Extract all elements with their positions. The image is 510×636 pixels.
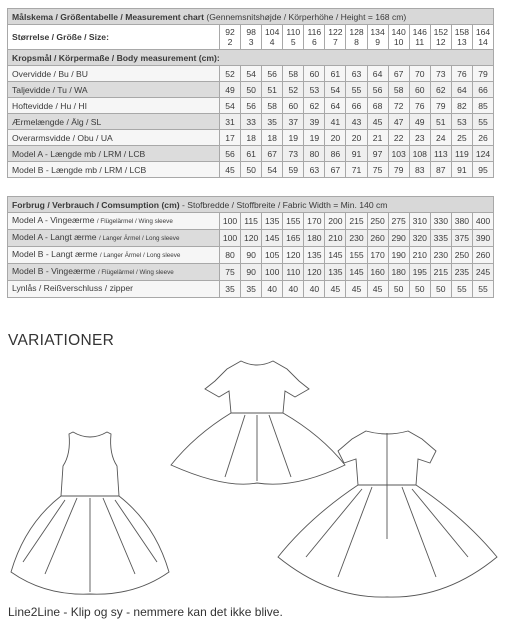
measurement-cell: 60 <box>409 82 430 98</box>
consumption-cell: 250 <box>451 247 472 264</box>
consumption-cell: 100 <box>262 264 283 281</box>
size-cell: 116 6 <box>304 25 325 50</box>
consumption-cell: 55 <box>472 281 493 298</box>
measurement-cell: 59 <box>283 162 304 178</box>
measurement-cell: 58 <box>262 98 283 114</box>
measurement-cell: 56 <box>220 146 241 162</box>
consumption-cell: 390 <box>472 230 493 247</box>
measurement-cell: 39 <box>304 114 325 130</box>
consumption-cell: 40 <box>304 281 325 298</box>
row-label: Taljevidde / Tu / WA <box>8 82 220 98</box>
footer-text: Line2Line - Klip og sy - nemmere kan det ikke blive. <box>8 605 283 619</box>
measurement-cell: 72 <box>388 98 409 114</box>
consumption-cell: 235 <box>451 264 472 281</box>
size-cell: 98 3 <box>241 25 262 50</box>
consumption-cell: 105 <box>262 247 283 264</box>
measurement-cell: 80 <box>304 146 325 162</box>
consumption-cell: 90 <box>241 247 262 264</box>
consumption-cell: 35 <box>220 281 241 298</box>
measurement-cell: 54 <box>241 66 262 82</box>
row-label: Ærmelængde / Älg / SL <box>8 114 220 130</box>
consumption-cell: 45 <box>367 281 388 298</box>
measurement-cell: 87 <box>430 162 451 178</box>
measurement-cell: 67 <box>325 162 346 178</box>
measurement-cell: 43 <box>346 114 367 130</box>
consumption-cell: 45 <box>325 281 346 298</box>
measurement-cell: 68 <box>367 98 388 114</box>
row-label: Lynlås / Reißverschluss / zipper <box>8 281 220 298</box>
measurement-cell: 18 <box>241 130 262 146</box>
measurement-cell: 67 <box>388 66 409 82</box>
measurement-cell: 20 <box>346 130 367 146</box>
size-cell: 164 14 <box>472 25 493 50</box>
row-label: Model A - Længde mb / LRM / LCB <box>8 146 220 162</box>
measurement-table-title: Målskema / Größentabelle / Measurement chart (Gennemsnitshøjde / Körperhöhe / Height = 168 cm) <box>8 9 494 25</box>
measurement-cell: 76 <box>409 98 430 114</box>
consumption-cell: 35 <box>241 281 262 298</box>
consumption-cell: 100 <box>220 213 241 230</box>
consumption-cell: 145 <box>325 247 346 264</box>
consumption-cell: 40 <box>262 281 283 298</box>
measurement-cell: 54 <box>325 82 346 98</box>
consumption-cell: 135 <box>325 264 346 281</box>
consumption-table <box>7 196 494 298</box>
measurement-cell: 97 <box>367 146 388 162</box>
consumption-cell: 120 <box>283 247 304 264</box>
consumption-cell: 160 <box>367 264 388 281</box>
size-row <box>8 25 494 50</box>
measurement-cell: 62 <box>430 82 451 98</box>
row-label: Model B - Langt ærme / Langer Ärmel / Long sleeve <box>8 247 220 264</box>
row-label: Overvidde / Bu / BU <box>8 66 220 82</box>
measurement-cell: 91 <box>451 162 472 178</box>
consumption-cell: 50 <box>430 281 451 298</box>
measurement-cell: 26 <box>472 130 493 146</box>
measurement-cell: 64 <box>325 98 346 114</box>
consumption-cell: 50 <box>409 281 430 298</box>
consumption-cell: 180 <box>388 264 409 281</box>
size-cell: 122 7 <box>325 25 346 50</box>
measurement-cell: 103 <box>388 146 409 162</box>
measurement-cell: 73 <box>430 66 451 82</box>
measurement-cell: 79 <box>388 162 409 178</box>
row-label: Overarmsvidde / Obu / UA <box>8 130 220 146</box>
size-cell: 92 2 <box>220 25 241 50</box>
consumption-cell: 155 <box>346 247 367 264</box>
measurement-cell: 70 <box>409 66 430 82</box>
measurement-cell: 54 <box>220 98 241 114</box>
row-label: Hoftevidde / Hu / HI <box>8 98 220 114</box>
consumption-cell: 145 <box>346 264 367 281</box>
size-cell: 104 4 <box>262 25 283 50</box>
measurement-cell: 60 <box>304 66 325 82</box>
row-label: Model A - Vingeærme / Flügelärmel / Wing sleeve <box>8 213 220 230</box>
measurement-cell: 66 <box>472 82 493 98</box>
consumption-cell: 210 <box>325 230 346 247</box>
measurement-cell: 23 <box>409 130 430 146</box>
measurement-cell: 49 <box>409 114 430 130</box>
measurement-cell: 19 <box>304 130 325 146</box>
measurement-row <box>8 82 494 98</box>
measurement-cell: 17 <box>220 130 241 146</box>
measurement-cell: 45 <box>220 162 241 178</box>
consumption-cell: 115 <box>241 213 262 230</box>
consumption-cell: 275 <box>388 213 409 230</box>
size-cell: 134 9 <box>367 25 388 50</box>
consumption-cell: 200 <box>325 213 346 230</box>
consumption-row <box>8 213 494 230</box>
measurement-cell: 45 <box>367 114 388 130</box>
consumption-cell: 190 <box>388 247 409 264</box>
consumption-table-title: Forbrug / Verbrauch / Comsumption (cm) - Stofbredde / Stoffbreite / Fabric Width = Min. 140 cm <box>8 197 494 213</box>
measurement-cell: 24 <box>430 130 451 146</box>
consumption-cell: 100 <box>220 230 241 247</box>
consumption-row <box>8 230 494 247</box>
measurement-cell: 124 <box>472 146 493 162</box>
measurement-cell: 54 <box>262 162 283 178</box>
measurement-cell: 18 <box>262 130 283 146</box>
measurement-cell: 49 <box>220 82 241 98</box>
consumption-cell: 230 <box>430 247 451 264</box>
measurement-cell: 22 <box>388 130 409 146</box>
consumption-cell: 120 <box>304 264 325 281</box>
consumption-cell: 80 <box>220 247 241 264</box>
measurement-cell: 60 <box>283 98 304 114</box>
measurement-cell: 41 <box>325 114 346 130</box>
measurement-cell: 95 <box>472 162 493 178</box>
measurement-cell: 75 <box>367 162 388 178</box>
consumption-cell: 310 <box>409 213 430 230</box>
measurement-cell: 21 <box>367 130 388 146</box>
measurement-cell: 50 <box>241 162 262 178</box>
measurement-cell: 52 <box>220 66 241 82</box>
sleeveless-dress-drawing <box>5 424 175 604</box>
measurement-row <box>8 98 494 114</box>
measurement-cell: 86 <box>325 146 346 162</box>
consumption-row <box>8 247 494 264</box>
consumption-cell: 380 <box>451 213 472 230</box>
row-label: Model A - Langt ærme / Langer Ärmel / Long sleeve <box>8 230 220 247</box>
measurement-cell: 82 <box>451 98 472 114</box>
measurement-cell: 113 <box>430 146 451 162</box>
measurement-cell: 51 <box>262 82 283 98</box>
measurement-cell: 58 <box>388 82 409 98</box>
size-cell: 146 11 <box>409 25 430 50</box>
size-label: Størrelse / Größe / Size: <box>8 25 220 50</box>
consumption-cell: 230 <box>346 230 367 247</box>
measurement-cell: 31 <box>220 114 241 130</box>
measurement-cell: 37 <box>283 114 304 130</box>
consumption-cell: 135 <box>262 213 283 230</box>
measurement-cell: 61 <box>325 66 346 82</box>
consumption-row <box>8 264 494 281</box>
size-cell: 128 8 <box>346 25 367 50</box>
body-measurement-heading: Kropsmål / Körpermaße / Body measurement (cm): <box>8 50 494 66</box>
consumption-row <box>8 281 494 298</box>
measurement-cell: 53 <box>304 82 325 98</box>
measurement-cell: 19 <box>283 130 304 146</box>
measurement-cell: 64 <box>367 66 388 82</box>
measurement-cell: 33 <box>241 114 262 130</box>
measurement-cell: 63 <box>346 66 367 82</box>
measurement-cell: 119 <box>451 146 472 162</box>
consumption-cell: 40 <box>283 281 304 298</box>
measurement-row <box>8 162 494 178</box>
measurement-cell: 47 <box>388 114 409 130</box>
measurement-cell: 56 <box>367 82 388 98</box>
measurement-cell: 20 <box>325 130 346 146</box>
consumption-cell: 165 <box>283 230 304 247</box>
consumption-cell: 335 <box>430 230 451 247</box>
consumption-cell: 330 <box>430 213 451 230</box>
measurement-row <box>8 130 494 146</box>
measurement-cell: 85 <box>472 98 493 114</box>
measurement-cell: 62 <box>304 98 325 114</box>
measurement-table <box>7 8 494 178</box>
measurement-row <box>8 66 494 82</box>
consumption-cell: 145 <box>262 230 283 247</box>
measurement-cell: 91 <box>346 146 367 162</box>
consumption-cell: 50 <box>388 281 409 298</box>
measurement-cell: 52 <box>283 82 304 98</box>
consumption-cell: 170 <box>304 213 325 230</box>
measurement-cell: 25 <box>451 130 472 146</box>
measurement-cell: 53 <box>451 114 472 130</box>
consumption-cell: 400 <box>472 213 493 230</box>
measurement-cell: 83 <box>409 162 430 178</box>
measurement-cell: 71 <box>346 162 367 178</box>
consumption-cell: 290 <box>388 230 409 247</box>
variations-heading: VARIATIONER <box>8 332 115 349</box>
consumption-cell: 260 <box>367 230 388 247</box>
consumption-cell: 320 <box>409 230 430 247</box>
consumption-cell: 135 <box>304 247 325 264</box>
measurement-cell: 108 <box>409 146 430 162</box>
measurement-cell: 61 <box>241 146 262 162</box>
size-cell: 158 13 <box>451 25 472 50</box>
measurement-cell: 56 <box>241 98 262 114</box>
consumption-cell: 260 <box>472 247 493 264</box>
row-label: Model B - Længde mb / LRM / LCB <box>8 162 220 178</box>
measurement-row <box>8 114 494 130</box>
consumption-cell: 215 <box>346 213 367 230</box>
consumption-cell: 120 <box>241 230 262 247</box>
measurement-cell: 55 <box>346 82 367 98</box>
row-label: Model B - Vingeærme / Flügelärmel / Wing sleeve <box>8 264 220 281</box>
measurement-cell: 73 <box>283 146 304 162</box>
consumption-cell: 250 <box>367 213 388 230</box>
measurement-cell: 55 <box>472 114 493 130</box>
consumption-cell: 155 <box>283 213 304 230</box>
consumption-cell: 75 <box>220 264 241 281</box>
consumption-cell: 110 <box>283 264 304 281</box>
measurement-cell: 64 <box>451 82 472 98</box>
consumption-cell: 375 <box>451 230 472 247</box>
consumption-cell: 195 <box>409 264 430 281</box>
consumption-cell: 45 <box>346 281 367 298</box>
consumption-cell: 170 <box>367 247 388 264</box>
measurement-cell: 67 <box>262 146 283 162</box>
measurement-cell: 50 <box>241 82 262 98</box>
measurement-cell: 76 <box>451 66 472 82</box>
measurement-cell: 51 <box>430 114 451 130</box>
consumption-cell: 210 <box>409 247 430 264</box>
measurement-cell: 66 <box>346 98 367 114</box>
measurement-cell: 56 <box>262 66 283 82</box>
consumption-cell: 245 <box>472 264 493 281</box>
measurement-cell: 63 <box>304 162 325 178</box>
measurement-cell: 79 <box>430 98 451 114</box>
measurement-cell: 35 <box>262 114 283 130</box>
measurement-cell: 58 <box>283 66 304 82</box>
measurement-row <box>8 146 494 162</box>
consumption-cell: 215 <box>430 264 451 281</box>
back-view-dress-drawing <box>270 427 505 602</box>
consumption-cell: 55 <box>451 281 472 298</box>
size-cell: 110 5 <box>283 25 304 50</box>
measurement-cell: 79 <box>472 66 493 82</box>
consumption-cell: 90 <box>241 264 262 281</box>
size-cell: 152 12 <box>430 25 451 50</box>
consumption-cell: 180 <box>304 230 325 247</box>
size-cell: 140 10 <box>388 25 409 50</box>
